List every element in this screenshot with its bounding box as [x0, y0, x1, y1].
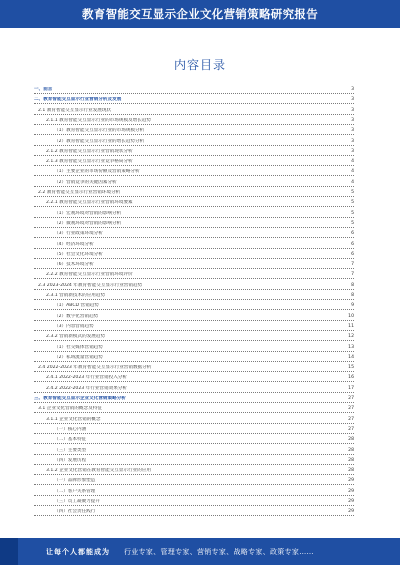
toc-entry-text: 2.2.1 教育智能交互显示行业营销环境要素	[46, 200, 133, 206]
toc-entry[interactable]	[34, 107, 354, 115]
toc-entry-page: 7	[346, 262, 354, 268]
toc-entry[interactable]	[34, 416, 354, 424]
toc-entry-page: 3	[346, 108, 354, 114]
toc-entry-page: 6	[346, 231, 354, 237]
toc-entry-text: 2.1.1 教育智能交互显示行业的市场规模及增长趋势	[46, 117, 152, 123]
toc-entry[interactable]	[34, 292, 354, 300]
toc-entry-page: 3	[346, 149, 354, 155]
toc-entry-text: （1）教育智能交互显示行业的市场规模分析	[54, 128, 145, 134]
toc-entry-text: 2.2 教育智能交互显示行业营销环境分析	[38, 190, 121, 195]
toc-entry-text: （2）教育智能交互显示行业的增长趋势分析	[54, 138, 145, 144]
toc-entry[interactable]	[34, 313, 354, 321]
toc-entry-text: 2.4.1 2022-2023 年行业营销投入分析	[46, 375, 127, 381]
toc-entry-page: 8	[346, 293, 354, 299]
toc-entry-text: 三、教育智能交互显示企业文化营销策略分析	[34, 396, 126, 401]
toc-entry[interactable]	[34, 261, 354, 269]
toc-entry-page: 4	[346, 169, 354, 175]
toc-entry-text: （3）内容营销趋势	[54, 323, 94, 329]
toc-entry-page: 27	[346, 417, 354, 423]
toc-entry[interactable]	[34, 148, 354, 156]
toc-entry-page: 3	[346, 87, 354, 93]
toc-entry[interactable]	[34, 477, 354, 485]
toc-entry-page: 11	[346, 324, 354, 330]
toc-entry-page: 28	[346, 468, 354, 474]
toc-entry[interactable]	[34, 86, 354, 94]
toc-entry[interactable]	[34, 508, 354, 516]
toc-entry-page: 4	[346, 180, 354, 186]
toc-entry[interactable]	[34, 457, 354, 465]
toc-entry[interactable]	[34, 138, 354, 146]
toc-entry[interactable]	[34, 251, 354, 259]
toc-entry-text: （6）技术环境分析	[54, 262, 94, 268]
footer-accent	[0, 538, 18, 565]
toc-entry[interactable]	[34, 354, 354, 362]
footer-roles: 行业专家、管理专家、营销专家、战略专家、政策专家……	[124, 547, 314, 556]
toc-entry-page: 5	[346, 200, 354, 206]
toc-entry-text: 二、教育智能交互显示行业营销分析及发展	[34, 97, 122, 103]
footer-bar	[0, 538, 400, 565]
toc-entry[interactable]	[34, 436, 354, 444]
toc-entry-page: 14	[346, 355, 354, 361]
toc-entry-page: 28	[346, 448, 354, 454]
toc-entry-text: （4）经济环境分析	[54, 241, 94, 247]
toc-entry-text: （2）营销竞争的关键因素分析	[54, 179, 117, 185]
toc-entry[interactable]	[34, 230, 354, 238]
toc-entry[interactable]	[34, 168, 354, 176]
toc-entry-page: 3	[346, 118, 354, 124]
toc-entry-page: 9	[346, 303, 354, 309]
toc-entry-page: 6	[346, 242, 354, 248]
toc-entry-page: 5	[346, 211, 354, 217]
toc-entry-page: 17	[346, 386, 354, 392]
toc-entry[interactable]	[34, 189, 354, 197]
toc-entry[interactable]	[34, 447, 354, 455]
toc-entry-text: （四）社会责任践行	[54, 509, 96, 515]
toc-entry[interactable]	[34, 210, 354, 218]
toc-entry-text: 2.3.2 营销新模式的发展趋势	[46, 334, 106, 340]
toc-entry[interactable]	[34, 323, 354, 331]
toc-entry-text: 2.3 2023-2024 年教育智能交互显示行业营销趋势	[38, 282, 143, 288]
toc-entry-text: 一、前言	[34, 87, 53, 92]
toc-entry-page: 15	[346, 365, 354, 371]
toc-entry-page: 3	[346, 97, 354, 103]
toc-entry[interactable]	[34, 467, 354, 475]
toc-entry-page: 6	[346, 252, 354, 258]
toc-entry-text: （三）主要类型	[54, 447, 87, 453]
toc-entry-page: 27	[346, 396, 354, 402]
toc-entry-text: （三）员工凝聚力提升	[54, 499, 100, 504]
toc-entry[interactable]	[34, 199, 354, 207]
toc-entry-text: （2）私域流量营销趋势	[54, 354, 103, 360]
toc-entry-text: （5）社会文化环境分析	[54, 251, 103, 257]
toc-entry-page: 29	[346, 499, 354, 505]
toc-entry-text: （2）微观环境对营销的影响分析	[54, 220, 122, 226]
toc-entry-text: 2.4 2022-2023 年教育智能交互显示行业营销数据分析	[38, 365, 152, 371]
toc-entry-text: 3.1 企业文化营销的概念及特征	[38, 406, 102, 412]
toc-entry-text: （3）行业政策环境分析	[54, 231, 103, 237]
report-title: 教育智能交互显示企业文化营销策略研究报告	[82, 7, 318, 21]
toc-entry-page: 5	[346, 221, 354, 227]
toc-entry[interactable]	[34, 498, 354, 506]
toc-entry-text: 3.1.2 企业文化营销在教育智能交互显示行业的应用	[46, 468, 152, 474]
toc-entry-page: 27	[346, 406, 354, 412]
toc-entry-page: 13	[346, 345, 354, 351]
toc-entry-text: （1）社交媒体营销趋势	[54, 344, 103, 350]
toc-entry[interactable]	[34, 179, 354, 187]
toc-entry-text: （1）ABCD 营销趋势	[54, 303, 99, 309]
toc-entry-text: （1）宏观环境对营销的影响分析	[54, 210, 122, 216]
toc-entry-text: 2.1.3 教育智能交互显示行业竞争格局分析	[46, 159, 133, 165]
toc-entry[interactable]	[34, 220, 354, 228]
toc-entry-page: 28	[346, 437, 354, 443]
toc-entry-text: （二）客户关系管理	[54, 488, 96, 494]
toc-entry[interactable]	[34, 488, 354, 496]
toc-entry[interactable]	[34, 96, 354, 104]
toc-entry-text: （一）品牌形象塑造	[54, 478, 96, 484]
toc-entry-page: 10	[346, 314, 354, 320]
toc-entry-text: 2.1 教育智能交互显示行业发展现状	[38, 107, 112, 113]
toc-entry[interactable]	[34, 426, 354, 434]
toc-entry[interactable]	[34, 127, 354, 135]
toc-entry-text: 2.1.2 教育智能交互显示行业营销现状分析	[46, 148, 133, 154]
toc-entry[interactable]	[34, 271, 354, 279]
toc-entry[interactable]	[34, 364, 354, 372]
toc-entry-page: 28	[346, 458, 354, 464]
toc-title: 内容目录	[173, 58, 226, 72]
toc-entry-page: 27	[346, 427, 354, 433]
toc-entry[interactable]	[34, 374, 354, 382]
toc-entry-text: 3.1.1 企业文化营销的概念	[46, 416, 101, 422]
toc-entry[interactable]	[34, 405, 354, 413]
toc-entry-page: 3	[346, 139, 354, 145]
toc-entry[interactable]	[34, 385, 354, 393]
toc-entry[interactable]	[34, 241, 354, 249]
toc-entry-page: 12	[346, 334, 354, 340]
toc-entry-text: 2.2.2 教育智能交互显示行业营销环境评价	[46, 272, 133, 278]
toc-entry-page: 4	[346, 159, 354, 165]
report-header-bar	[0, 0, 400, 28]
footer-tagline: 让每个人都能成为	[46, 547, 110, 556]
toc-entry-text: 2.4.2 2022-2023 年行业营销效果分析	[46, 385, 127, 391]
toc-entry[interactable]	[34, 282, 354, 290]
toc-entry-text: （一）核心内涵	[54, 426, 87, 432]
toc-entry-page: 3	[346, 128, 354, 134]
toc-entry[interactable]	[34, 158, 354, 166]
toc-entry-text: （2）数字化营销趋势	[54, 313, 99, 319]
toc-entry[interactable]	[34, 302, 354, 310]
toc-entry-page: 16	[346, 375, 354, 381]
toc-entry-page: 8	[346, 283, 354, 289]
toc-entry[interactable]	[34, 395, 354, 403]
toc-entry[interactable]	[34, 344, 354, 352]
toc-entry-text: 2.3.1 营销新技术的应用趋势	[46, 293, 106, 298]
toc-entry-text: （1）主要企业的市场份额及营销策略分析	[54, 169, 140, 175]
toc-entry[interactable]	[34, 333, 354, 341]
toc-entry-page: 29	[346, 489, 354, 495]
toc-entry-text: （二）基本特征	[54, 437, 87, 443]
toc-entry-page: 7	[346, 272, 354, 278]
toc-entry-page: 5	[346, 190, 354, 196]
toc-entry-page: 29	[346, 478, 354, 484]
toc-entry[interactable]	[34, 117, 354, 125]
toc-entry-page: 29	[346, 509, 354, 515]
table-of-contents	[34, 86, 354, 526]
toc-entry-text: （四）发展历程	[54, 457, 87, 463]
